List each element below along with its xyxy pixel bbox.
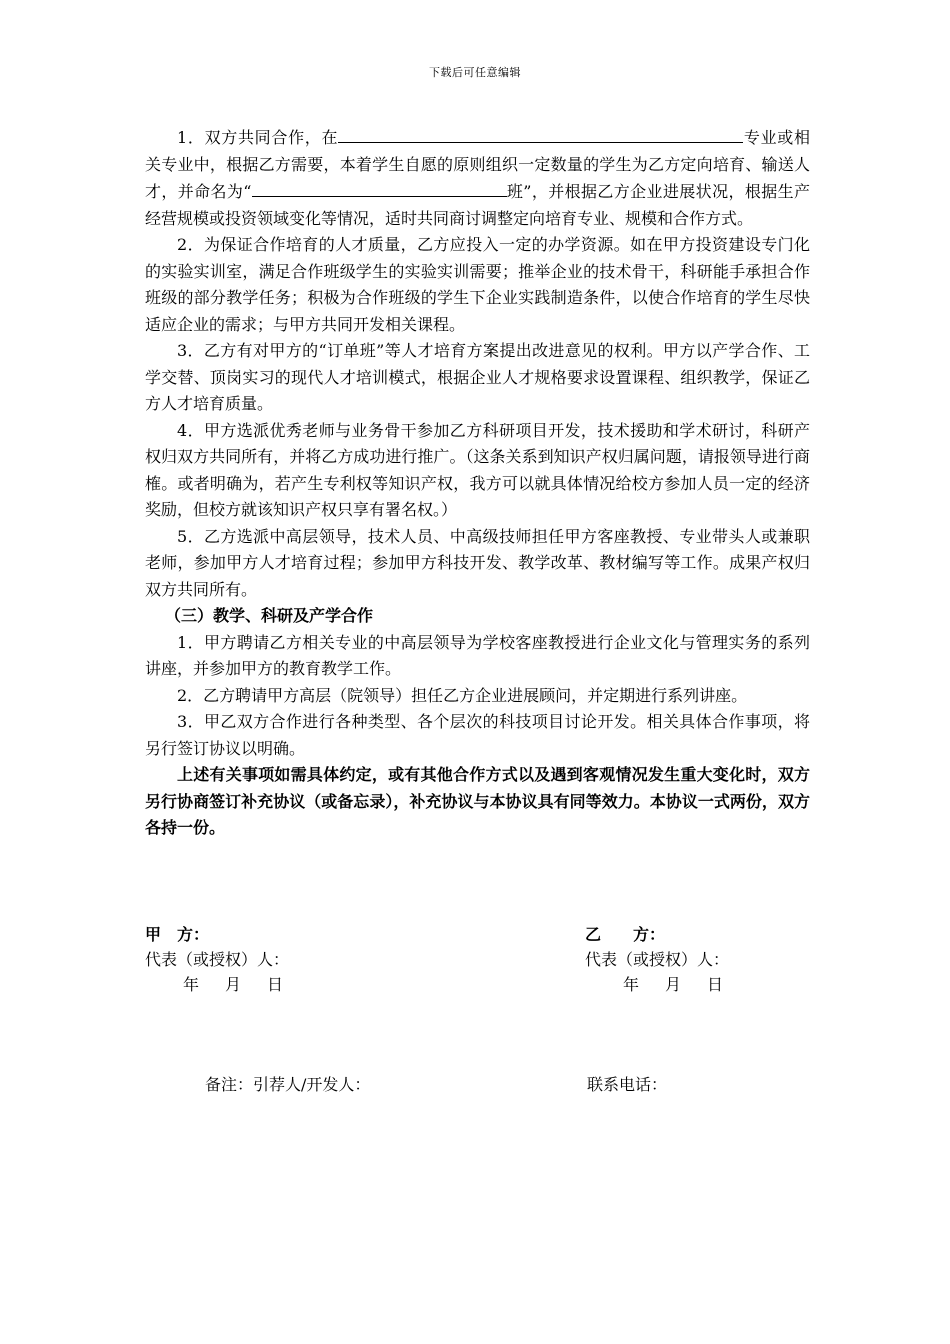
closing-paragraph: 上述有关事项如需具体约定，或有其他合作方式以及遇到客观情况发生重大变化时，双方另行协商签订补充协议（或备忘录），补充协议与本协议具有同等效力。本协议一式两份，双方各持一份。 [145, 765, 810, 837]
year-label: 年 [623, 975, 640, 994]
party-b-signature [585, 922, 749, 997]
contact-phone: 联系电话： [587, 1075, 668, 1094]
party-b-label: 乙 方： [585, 925, 666, 944]
major-blank [338, 124, 743, 143]
clause-3-3: 3．甲乙双方合作进行各种类型、各个层次的科技项目讨论开发。相关具体合作事项，将另行签订协议以明确。 [145, 712, 810, 758]
clause-text: 1．双方共同合作，在 [177, 128, 339, 147]
month-label: 月 [225, 975, 242, 994]
party-a-signature [145, 922, 309, 997]
day-label: 日 [707, 975, 724, 994]
clause-text: 专业或相关专业中，根据乙方需要，本着学生自愿的原则组织一定数量的学生为乙方定向培育、输送人才，并命名为“ [145, 128, 810, 201]
clause-text: 班”，并根据乙方企业进展状况，根据生产经营规模或投资领域变化等情况，适时共同商讨调整定向培育专业、规模和合作方式。 [145, 182, 810, 228]
referrer-note: 备注：引荐人/开发人： [205, 1075, 371, 1094]
clause-2-1 [145, 124, 810, 232]
party-b-rep: 代表（或授权）人： [585, 950, 730, 969]
clause-3-1: 1．甲方聘请乙方相关专业的中高层领导为学校客座教授进行企业文化与管理实务的系列讲座，并参加甲方的教育教学工作。 [145, 632, 810, 678]
year-label: 年 [183, 975, 200, 994]
party-b-date [585, 972, 749, 997]
clause-3-2: 2．乙方聘请甲方高层（院领导）担任乙方企业进展顾问，并定期进行系列讲座。 [177, 685, 748, 705]
clause-2-3: 3．乙方有对甲方的“订单班”等人才培育方案提出改进意见的权利。甲方以产学合作、工学交替、顶岗实习的现代人才培训模式，根据企业人才规格要求设置课程、组织教学，保证乙方人才培育质量。 [145, 341, 810, 413]
day-label: 日 [267, 975, 284, 994]
page-header: 下载后可任意编辑 [429, 66, 521, 79]
class-name-blank [252, 178, 507, 197]
party-a-rep: 代表（或授权）人： [145, 950, 290, 969]
clause-2-4: 4．甲方选派优秀老师与业务骨干参加乙方科研项目开发，技术援助和学术研讨，科研产权归双方共同所有，并将乙方成功进行推广。（这条关系到知识产权归属问题，请报领导进行商榷。或者明确为，若产生专利权等知识产权，我方可以就具体情况给校方参加人员一定的经济奖励，但校方就该知识产权只享有署名权。） [145, 420, 810, 519]
party-a-label: 甲 方： [145, 925, 210, 944]
clause-2-2: 2．为保证合作培育的人才质量，乙方应投入一定的办学资源。如在甲方投资建设专门化的实验实训室，满足合作班级学生的实验实训需要；推举企业的技术骨干，科研能手承担合作班级的部分教学任务；积极为合作班级的学生下企业实践制造条件，以使合作培育的学生尽快适应企业的需求；与甲方共同开发相关课程。 [145, 235, 810, 334]
month-label: 月 [665, 975, 682, 994]
party-a-date [145, 972, 309, 997]
clause-2-5: 5．乙方选派中高层领导，技术人员、中高级技师担任甲方客座教授、专业带头人或兼职老师，参加甲方人才培育过程；参加甲方科技开发、教学改革、教材编写等工作。成果产权归双方共同所有。 [145, 526, 810, 599]
section-heading: （三）教学、科研及产学合作 [165, 606, 374, 625]
agreement-body [145, 124, 810, 842]
